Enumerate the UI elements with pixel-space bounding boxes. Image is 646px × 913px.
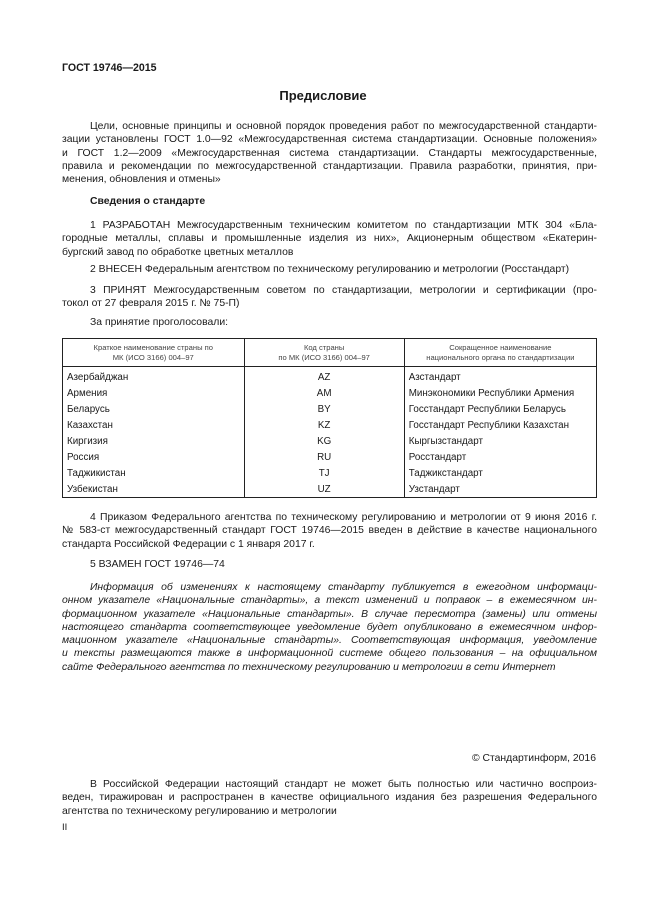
doc-code: ГОСТ 19746—2015 xyxy=(62,62,157,74)
country-name: Узбекистан xyxy=(63,481,245,497)
header-line: по МК (ИСО 3166) 004–97 xyxy=(278,352,370,362)
text-line: и ГОСТ 1.2—2009 «Межгосударственная система стандартизации. Стандарты межгосударственные, xyxy=(62,147,597,159)
header-line: Краткое наименование страны по xyxy=(93,342,213,352)
item-3 xyxy=(62,284,597,311)
country-code: RU xyxy=(244,449,404,465)
country-code: KG xyxy=(244,434,404,450)
table-row xyxy=(63,386,597,402)
standards-body: Минэкономики Республики Армения xyxy=(404,386,596,402)
header-line: Код страны xyxy=(303,342,345,352)
item-1 xyxy=(62,219,597,259)
table-row xyxy=(63,465,597,481)
text-line: стандарта Российской Федерации с 1 января 2017 г. xyxy=(62,538,315,550)
standards-body: Таджикстандарт xyxy=(404,465,596,481)
table-row xyxy=(63,367,597,386)
column-header xyxy=(404,339,596,367)
country-code: UZ xyxy=(244,481,404,497)
country-name: Казахстан xyxy=(63,418,245,434)
country-name: Россия xyxy=(63,449,245,465)
header-line: национального органа по стандартизации xyxy=(426,352,575,362)
text-line: и тексты размещаются также в информационной системе общего пользования – на официальном xyxy=(62,648,597,660)
country-code: KZ xyxy=(244,418,404,434)
country-code: TJ xyxy=(244,465,404,481)
text-line: Цели, основные принципы и основной порядок проведения работ по межгосударственной стандарти- xyxy=(90,121,597,132)
table-row xyxy=(63,481,597,497)
header-line: МК (ИСО 3166) 004–97 xyxy=(112,352,194,362)
voted-label: За принятие проголосовали: xyxy=(90,317,229,328)
text-line: 4 Приказом Федерального агентства по техническому регулированию и метрологии от 9 июня 2016 г. xyxy=(90,512,597,523)
text-line: бургский завод по обработке цветных металлов xyxy=(62,246,294,258)
text-line: В Российской Федерации настоящий стандарт не может быть полностью или частично воспроиз- xyxy=(90,779,597,790)
page-number: II xyxy=(62,822,68,833)
text-line: веден, тиражирован и распространен в качестве официального издания без разрешения Федерального xyxy=(62,792,597,804)
standards-body: Росстандарт xyxy=(404,449,596,465)
text-line: токол от 27 февраля 2015 г. № 75-П) xyxy=(62,298,240,310)
column-header xyxy=(63,339,245,367)
text-line: городные металлы, сплавы и промышленные изделия из них», Акционерным обществом «Екатерин- xyxy=(62,233,597,245)
text-line: 2 ВНЕСЕН Федеральным агентством по техническому регулированию и метрологии (Росстандарт) xyxy=(90,264,570,275)
country-name: Киргизия xyxy=(63,434,245,450)
info-paragraph xyxy=(62,581,597,674)
standards-body: Азстандарт xyxy=(404,367,596,386)
text-line: сайте Федерального агентства по техническому регулированию и метрологии в сети Интернет xyxy=(62,661,556,673)
country-name: Таджикистан xyxy=(63,465,245,481)
country-name: Азербайджан xyxy=(63,367,245,386)
standards-body: Госстандарт Республики Беларусь xyxy=(404,402,596,418)
table-row xyxy=(63,418,597,434)
voting-table xyxy=(62,338,597,498)
table-row xyxy=(63,434,597,450)
country-name: Беларусь xyxy=(63,402,245,418)
item-2 xyxy=(62,263,597,276)
country-code: BY xyxy=(244,402,404,418)
standards-body: Узстандарт xyxy=(404,481,596,497)
text-line: зации установлены ГОСТ 1.0—92 «Межгосударственная система стандартизации. Основные положения» xyxy=(62,134,597,146)
page-title: Предисловие xyxy=(279,88,367,103)
text-line: формационном указателе «Национальные стандарты». В случае пересмотра (замены) или отмены xyxy=(62,608,597,620)
country-code: AM xyxy=(244,386,404,402)
item-5 xyxy=(62,558,597,571)
text-line: мационном указателе «Национальные стандарты». Соответствующая информация, уведомление xyxy=(62,635,597,647)
section-title: Сведения о стандарте xyxy=(90,196,206,207)
text-line: 5 ВЗАМЕН ГОСТ 19746—74 xyxy=(90,559,225,570)
column-header xyxy=(244,339,404,367)
header-line: Сокращенное наименование xyxy=(449,342,552,352)
standards-body: Госстандарт Республики Казахстан xyxy=(404,418,596,434)
text-line: 1 РАЗРАБОТАН Межгосударственным техническим комитетом по стандартизации МТК 304 «Бла- xyxy=(90,220,597,231)
item-4 xyxy=(62,511,597,551)
table-row xyxy=(63,449,597,465)
standards-body: Кыргызстандарт xyxy=(404,434,596,450)
table-row xyxy=(63,402,597,418)
text-line: агентства по техническому регулированию и метрологии xyxy=(62,805,337,817)
country-name: Армения xyxy=(63,386,245,402)
intro-paragraph xyxy=(62,120,597,186)
text-line: Информация об изменениях к настоящему стандарту публикуется в ежегодном информаци- xyxy=(90,582,597,593)
notice-paragraph xyxy=(62,778,597,818)
text-line: менения, обновления и отмены» xyxy=(62,174,221,186)
text-line: правила и рекомендации по межгосударственной стандартизации. Правила разработки, принятия, при- xyxy=(62,160,597,172)
text-line: онном указателе «Национальные стандарты», а текст изменений и поправок – в ежемесячном ин- xyxy=(62,595,597,607)
text-line: настоящего стандарта соответствующее уведомление будет опубликовано в ежемесячном инфор- xyxy=(62,621,597,633)
copyright: © Стандартинформ, 2016 xyxy=(471,753,596,764)
text-line: 3 ПРИНЯТ Межгосударственным советом по стандартизации, метрологии и сертификации (про- xyxy=(90,285,597,296)
country-code: AZ xyxy=(244,367,404,386)
text-line: № 583-ст межгосударственный стандарт ГОСТ 19746—2015 введен в действие в качестве национального xyxy=(62,525,597,537)
